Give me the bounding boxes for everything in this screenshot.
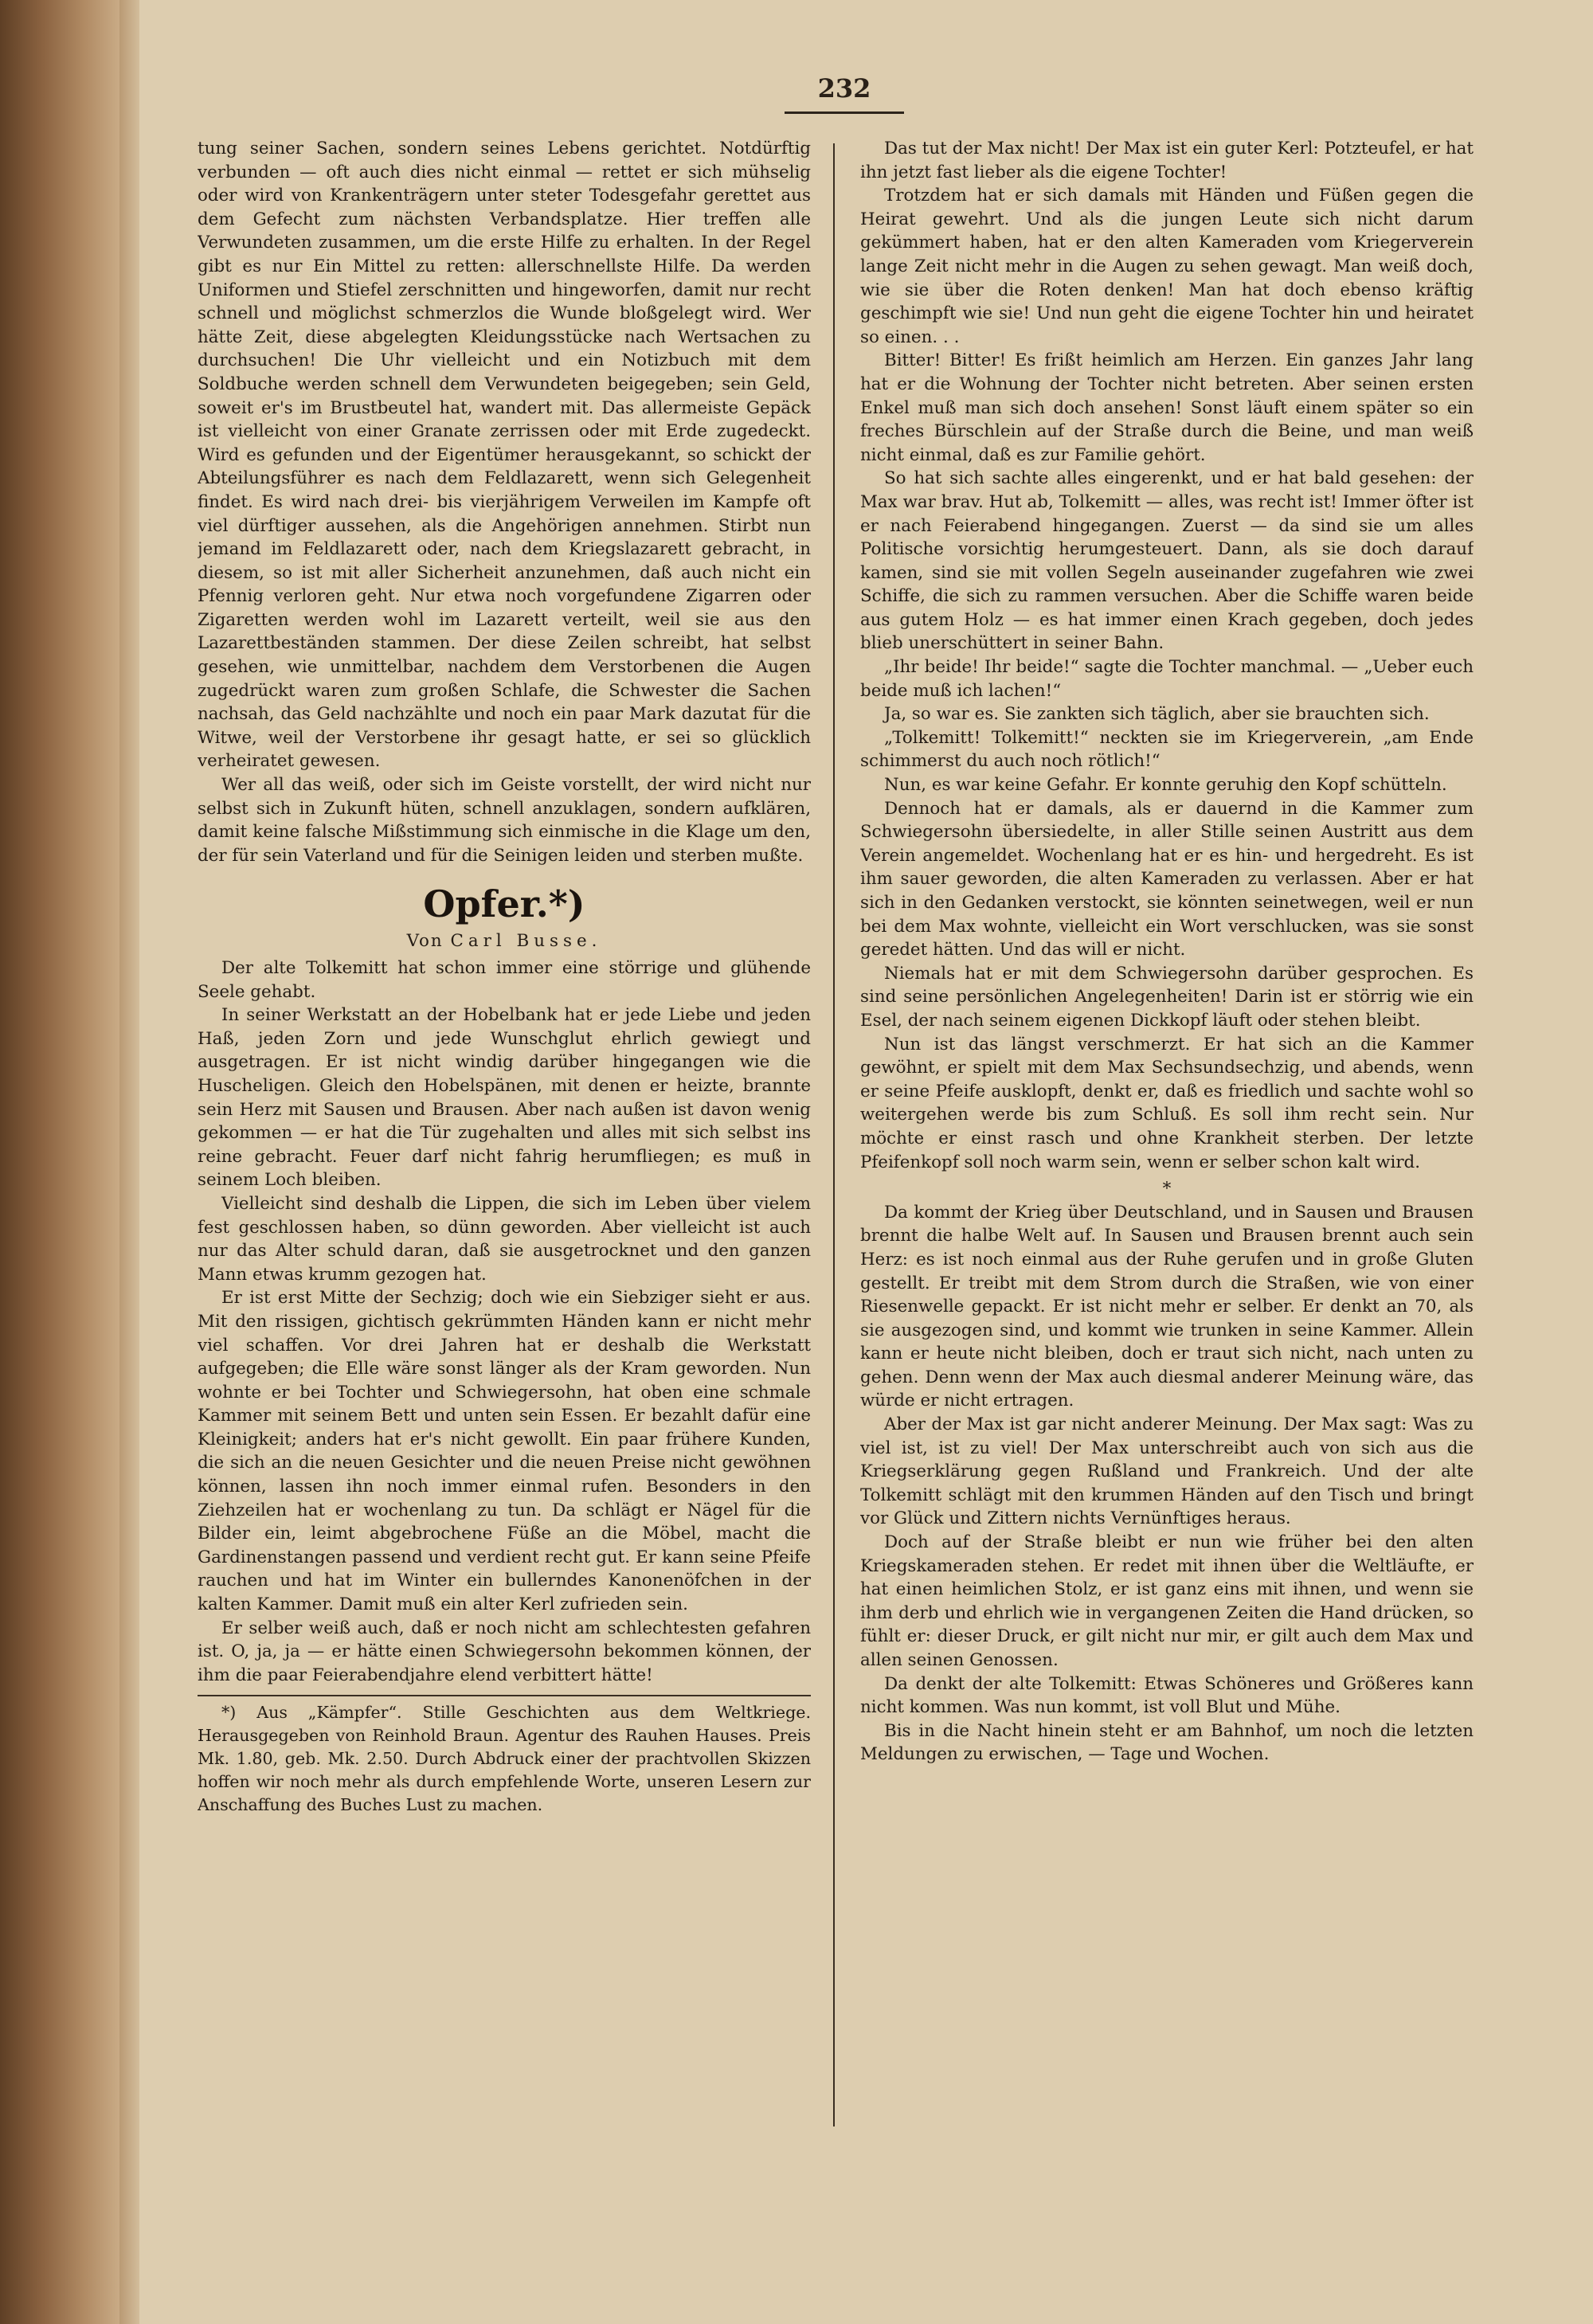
footnote xyxy=(198,1695,811,1817)
page-number: 232 xyxy=(817,73,871,104)
section-separator: * xyxy=(1162,1179,1172,1199)
byline xyxy=(198,929,811,953)
footnote-text: *) Aus „Kämpfer“. Stille Geschichten aus dem Weltkriege. Herausgegeben von Reinhold Braun. Agentur des Rauhen Hauses. Preis Mk. 1.80, geb. Mk. 2.50. Durch Abdruck einer der prachtvollen Skizzen hoffen wir noch mehr als durch empfehlende Worte, unseren Lesern zur Anschaffung des Buches Lust zu machen. xyxy=(198,1703,811,1815)
paragraph: Bis in die Nacht hinein steht er am Bahnhof, um noch die letzten Meldungen zu erwischen, — Tage und Wochen. xyxy=(860,1720,1474,1765)
book-spine xyxy=(0,0,119,2324)
paragraph: Nun ist das längst verschmerzt. Er hat sich an die Kammer gewöhnt, er spielt mit dem Max Sechsundsechzig, und abends, wenn er seine Pfeife ausklopft, denkt er, daß es friedlich und sachte wohl so weitergehen werde bis zum Schluß. Es soll ihm recht sein. Nur möchte er einst rasch und ohne Krankheit sterben. Der letzte Pfeifenkopf soll noch warm sein, wenn er selber schon kalt wird. xyxy=(860,1034,1474,1172)
column-divider xyxy=(833,143,835,2126)
paragraph: „Tolkemitt! Tolkemitt!“ neckten sie im Kriegerverein, „am Ende schimmerst du auch noch rötlich!“ xyxy=(860,727,1474,772)
story-title: Opfer.*) xyxy=(423,882,585,926)
paragraph: Der alte Tolkemitt hat schon immer eine störrige und glühende Seele gehabt. xyxy=(198,958,811,1002)
page-number-rule xyxy=(785,112,904,114)
paragraph: In seiner Werkstatt an der Hobelbank hat er jede Liebe und jeden Haß, jeden Zorn und jede Wunschglut ehrlich gewiegt und ausgetragen. Er ist nicht windig darüber hingegangen wie die Huscheligen. Gleich den Hobelspänen, mit denen er heizte, brannte sein Herz mit Sausen und Brausen. Aber nach außen ist davon wenig gekommen — er hat die Tür zugehalten und alles mit sich selbst ins reine gebracht. Feuer darf nicht fahrig herumfliegen; es muß in seinem Loch bleiben. xyxy=(198,1005,811,1191)
left-column xyxy=(198,137,811,2144)
paragraph: Nun, es war keine Gefahr. Er konnte geruhig den Kopf schütteln. xyxy=(884,775,1447,796)
paragraph: Er ist erst Mitte der Sechzig; doch wie ein Siebziger sieht er aus. Mit den rissigen, gichtisch gekrümmten Händen kann er nicht mehr viel schaffen. Vor drei Jahren hat er deshalb die Werkstatt aufgegeben; die Elle wäre sonst länger als der Kram geworden. Nun wohnte er bei Tochter und Schwiegersohn, hat oben eine schmale Kammer mit seinem Bett und unten sein Essen. Er bezahlt dafür eine Kleinigkeit; anders hat er's nicht gewollt. Ein paar frühere Kunden, die sich an die neuen Gesichter und die neuen Preise nicht gewöhnen können, lassen ihn noch immer einmal rufen. Besonders in den Ziehzeilen hat er wochenlang zu tun. Da schlägt er Nägel für die Bilder ein, leimt abgebrochene Füße an die Möbel, macht die Gardinenstangen passend und verdient recht gut. Er kann seine Pfeife rauchen und hat im Winter ein bullerndes Kanonenöfchen in der kalten Kammer. Damit muß ein alter Kerl zufrieden sein. xyxy=(198,1288,811,1615)
right-column xyxy=(860,137,1474,2144)
byline-prefix: Von xyxy=(406,931,444,952)
paragraph: Trotzdem hat er sich damals mit Händen und Füßen gegen die Heirat gewehrt. Und als die jungen Leute sich nicht darum gekümmert haben, hat er den alten Kameraden vom Kriegerverein lange Zeit nicht mehr in die Augen zu sehen gewagt. Man weiß doch, wie sie über die Roten denken! Man hat doch ebenso kräftig geschimpft wie sie! Und nun geht die eigene Tochter hin und heiratet so einen. . . xyxy=(860,186,1474,347)
paragraph: „Ihr beide! Ihr beide!“ sagte die Tochter manchmal. — „Ueber euch beide muß ich lachen!“ xyxy=(860,657,1474,701)
author-name: Carl Busse. xyxy=(450,931,602,952)
paragraph: Das tut der Max nicht! Der Max ist ein guter Kerl: Potzteufel, er hat ihn jetzt fast lieber als die eigene Tochter! xyxy=(860,139,1474,182)
paragraph: So hat sich sachte alles eingerenkt, und er hat bald gesehen: der Max war brav. Hut ab, Tolkemitt — alles, was recht ist! Immer öfter ist er nach Feierabend hingegangen. Zuerst — da sind sie um alles Politische vorsichtig herumgesteuert. Dann, als sie doch darauf kamen, sind sie mit vollen Segeln auseinander zugefahren wie zwei Schiffe, die sich zu rammen versuchen. Aber die Schiffe waren beide aus gutem Holz — es hat immer einen Krach gegeben, doch jedes blieb unerschüttert in seiner Bahn. xyxy=(860,468,1474,654)
paragraph: Da denkt der alte Tolkemitt: Etwas Schöneres und Größeres kann nicht kommen. Was nun kommt, ist voll Blut und Mühe. xyxy=(860,1673,1474,1718)
paragraph: Ja, so war es. Sie zankten sich täglich, aber sie brauchten sich. xyxy=(884,704,1430,725)
paragraph: tung seiner Sachen, sondern seines Lebens gerichtet. Notdürftig verbunden — oft auch dies nicht einmal — rettet er sich mühselig oder wird von Krankenträgern unter steter Todesgefahr gerettet aus dem Gefecht zum nächsten Verbandsplatze. Hier treffen alle Verwundeten zusammen, um die erste Hilfe zu erhalten. In der Regel gibt es nur Ein Mittel zu retten: allerschnellste Hilfe. Da werden Uniformen und Stiefel zerschnitten und hingeworfen, damit nur recht schnell und möglichst schmerzlos die Wunde bloßgelegt wird. Wer hätte Zeit, diese abgelegten Kleidungsstücke nach Wertsachen zu durchsuchen! Die Uhr vielleicht und ein Notizbuch mit dem Soldbuche werden schnell dem Verwundeten beigegeben; sein Geld, soweit er's im Brustbeutel hat, wandert mit. Das allermeiste Gepäck ist vielleicht von einer Granate zerrissen oder mit Erde zugedeckt. Wird es gefunden und der Eigentümer herausgekannt, so schickt der Abteilungsführer es nach dem Feldlazarett, wenn sich Gelegenheit findet. Es wird nach drei- bis vierjährigem Verweilen im Kampfe oft viel dürftiger aussehen, als die Angehörigen annehmen. Stirbt nun jemand im Feldlazarett oder, nach dem Kriegslazarett gebracht, in diesem, so ist mit aller Sicherheit anzunehmen, daß auch nicht ein Pfennig verloren geht. Nur etwa noch vorgefundene Zigarren oder Zigaretten werden wohl im Lazarett verteilt, weil sie aus den Lazarettbeständen stammen. Der diese Zeilen schreibt, hat selbst gesehen, wie unmittelbar, nachdem dem Verstorbenen die Augen zugedrückt waren zum großen Schlafe, die Schwester die Sachen nachsah, das Geld nachzählte und noch ein paar Mark dazutat für die Witwe, weil der Verstorbene ihr gesagt hatte, er sei so glücklich verheiratet gewesen. xyxy=(198,139,811,772)
paragraph: Bitter! Bitter! Es frißt heimlich am Herzen. Ein ganzes Jahr lang hat er die Wohnung der Tochter nicht betreten. Aber seinen ersten Enkel muß man sich doch ansehen! Sonst läuft einem später so ein freches Bürschlein auf der Straße durch die Beine, und man weiß nicht einmal, daß es zur Familie gehört. xyxy=(860,350,1474,465)
paragraph: Doch auf der Straße bleibt er nun wie früher bei den alten Kriegskameraden stehen. Er redet mit ihnen über die Weltläufte, er hat einen heimlichen Stolz, er ist ganz eins mit ihnen, und wenn sie ihm derb und ehrlich wie in vergangenen Zeiten die Hand drücken, so fühlt er: dieser Druck, er gilt nicht nur mir, er gilt auch dem Max und allen seinen Genossen. xyxy=(860,1532,1474,1670)
paragraph: Aber der Max ist gar nicht anderer Meinung. Der Max sagt: Was zu viel ist, ist zu viel! Der Max unterschreibt auch von sich aus die Kriegserklärung gegen Rußland und Frankreich. Und der alte Tolkemitt schlägt mit den krummen Händen auf den Tisch und bringt vor Glück und Zittern nichts Vernünftiges heraus. xyxy=(860,1414,1474,1529)
paragraph: Niemals hat er mit dem Schwiegersohn darüber gesprochen. Es sind seine persönlichen Angelegenheiten! Darin ist er störrig wie ein Esel, der nach seinem eigenen Dickkopf läuft oder stehen bleibt. xyxy=(860,963,1474,1031)
paragraph: Da kommt der Krieg über Deutschland, und in Sausen und Brausen brennt die halbe Welt auf. In Sausen und Brausen brennt auch sein Herz: es ist noch einmal aus der Ruhe gerufen und in große Gluten gestellt. Er treibt mit dem Strom durch die Straßen, wie von einer Riesenwelle gepackt. Er ist nicht mehr er selber. Er denkt an 70, als sie ausgezogen sind, und kommt wie trunken in seine Kammer. Allein kann er heute nicht bleiben, doch er traut sich nicht, nach unten zu gehen. Denn wenn der Max auch diesmal anderer Meinung wäre, das würde er nicht ertragen. xyxy=(860,1202,1474,1411)
paragraph: Dennoch hat er damals, als er dauernd in die Kammer zum Schwiegersohn übersiedelte, in aller Stille seinen Austritt aus dem Verein angemeldet. Wochenlang hat er es hin- und hergedreht. Es ist ihm sauer geworden, die alten Kameraden zu verlassen. Aber er hat sich in den Gedanken verstockt, sie könnten seinetwegen, weil er nun bei dem Max wohnte, vielleicht ein Wort verschlucken, was sie sonst geredet hätten. Und das will er nicht. xyxy=(860,798,1474,961)
paragraph: Vielleicht sind deshalb die Lippen, die sich im Leben über vielem fest geschlossen haben, so dünn geworden. Aber vielleicht ist auch nur das Alter schuld daran, daß sie ausgetrocknet und den ganzen Mann etwas krumm gezogen hat. xyxy=(198,1193,811,1285)
paragraph: Wer all das weiß, oder sich im Geiste vorstellt, der wird nicht nur selbst sich in Zukunft hüten, schnell anzuklagen, sondern aufklären, damit keine falsche Mißstimmung sich einmische in die Klage um den, der für sein Vaterland und für die Seinigen leiden und sterben mußte. xyxy=(198,775,811,866)
paragraph: Er selber weiß auch, daß er noch nicht am schlechtesten gefahren ist. O, ja, ja — er hätte einen Schwiegersohn bekommen können, der ihm die paar Feierabendjahre elend verbittert hätte! xyxy=(198,1618,811,1685)
